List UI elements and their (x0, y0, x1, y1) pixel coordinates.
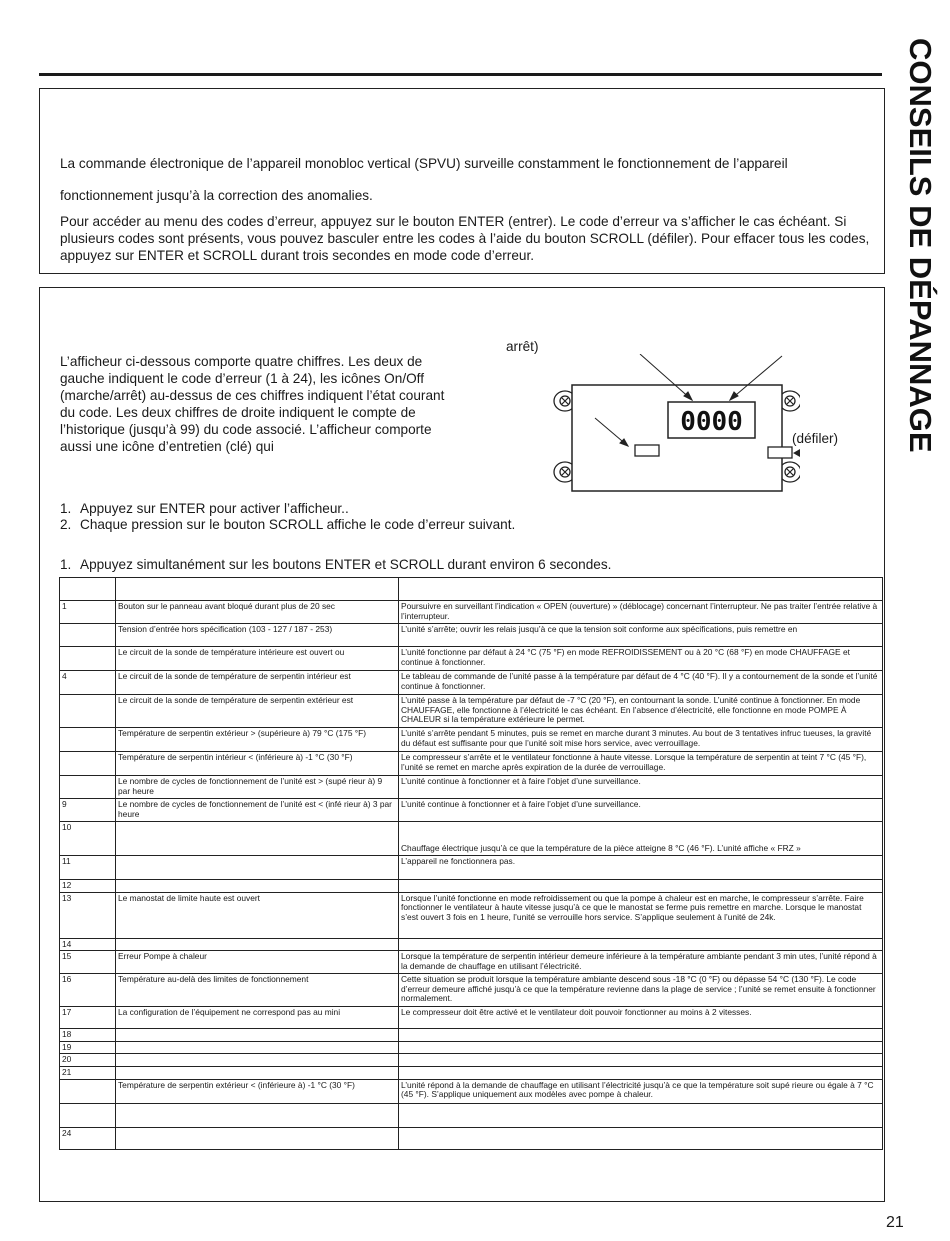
code-cell (60, 752, 116, 776)
step-number: 1. (60, 557, 72, 572)
table-row (60, 647, 883, 671)
table-row (60, 1041, 883, 1054)
description-cell: Température de serpentin intérieur < (inférieure à) -1 °C (30 °F) (116, 752, 399, 776)
action-cell (399, 1029, 883, 1042)
code-cell: 24 (60, 1127, 116, 1149)
action-cell: Le compresseur doit être activé et le ventilateur doit pouvoir fonctionner au moins à 2 vitesses. (399, 1007, 883, 1029)
action-cell: L’unité continue à fonctionner et à faire l’objet d’une surveillance. (399, 776, 883, 799)
intro-paragraph-3: Pour accéder au menu des codes d’erreur, appuyez sur le bouton ENTER (entrer). Le code d’erreur va s’afficher le cas échéant. Si plusieurs codes sont présents, vous pouvez basculer entre les codes à l’aide du bouton SCROLL (défiler). Pour effacer tous les codes, appuyez sur ENTER et SCROLL durant trois secondes en mode code d’erreur. (60, 214, 870, 263)
display-digits: 0000 (680, 407, 743, 437)
list-item (60, 501, 515, 517)
table-row (60, 1066, 883, 1079)
table-row (60, 752, 883, 776)
description-cell (116, 1066, 399, 1079)
code-cell (60, 695, 116, 728)
table-row (60, 1054, 883, 1067)
table-row (60, 1007, 883, 1029)
reset-step (60, 557, 611, 572)
code-cell: 14 (60, 938, 116, 951)
error-codes-table (59, 577, 883, 1150)
description-cell: Température de serpentin extérieur < (inférieure à) -1 °C (30 °F) (116, 1079, 399, 1103)
display-and-codes-box (39, 287, 885, 1202)
step-text: Chaque pression sur le bouton SCROLL affiche le code d’erreur suivant. (80, 517, 516, 532)
enter-button[interactable] (635, 445, 659, 456)
step-text: Appuyez sur ENTER pour activer l’afficheur.. (80, 501, 349, 516)
action-cell: Cette situation se produit lorsque la température ambiante descend sous -18 °C (0 °F) ou dépasse 54 °C (130 °F). Le code d’erreur demeure affiché jusqu’à ce que la température revienne dans la plage de service ; l’unité se remet ensuite à fonctionner normalement. (399, 974, 883, 1007)
step-number: 1. (60, 501, 72, 516)
code-cell (60, 1079, 116, 1103)
action-cell: Le tableau de commande de l’unité passe à la température par défaut de 4 °C (40 °F). Il y a contournement de la sonde et l’unité continue à fonctionner. (399, 671, 883, 695)
top-rule (39, 73, 882, 76)
action-cell: L’unité s’arrête pendant 5 minutes, puis se remet en marche durant 3 minutes. Au bout de 3 tentatives infruc tueuses, la gravité du défaut est suffisante pour que l’unité soit mise hors service, avec verrouillage. (399, 728, 883, 752)
step-number: 2. (60, 517, 72, 532)
description-cell: Le circuit de la sonde de température de serpentin intérieur est (116, 671, 399, 695)
table-row (60, 1029, 883, 1042)
description-cell (116, 1029, 399, 1042)
table-row (60, 1127, 883, 1149)
description-cell (116, 1127, 399, 1149)
header-cell-code (60, 578, 116, 601)
code-cell (60, 728, 116, 752)
action-cell (399, 1127, 883, 1149)
code-cell: 18 (60, 1029, 116, 1042)
action-cell (399, 1041, 883, 1054)
description-cell: Tension d’entrée hors spécification (103 - 127 / 187 - 253) (116, 624, 399, 647)
table-row (60, 624, 883, 647)
description-cell: Bouton sur le panneau avant bloqué durant plus de 20 sec (116, 601, 399, 624)
code-cell (60, 647, 116, 671)
action-cell: Lorsque l’unité fonctionne en mode refroidissement ou que la pompe à chaleur est en marche, le compresseur s’arrête. Faire fonctionner le ventilateur à haute vitesse jusqu’à ce que le manostat se ferme puis remettre en marche. Lorsque le manostat s’est ouvert 3 fois en 1 heure, l’unité se verrouille hors service. S’applique seulement à l’unité de 24k. (399, 892, 883, 938)
action-cell: Lorsque la température de serpentin intérieur demeure inférieure à la température ambiante pendant 3 min utes, l’unité répond à la demande de chauffage en utilisant l’électricité. (399, 951, 883, 974)
description-cell: Le circuit de la sonde de température de serpentin extérieur est (116, 695, 399, 728)
code-cell: 17 (60, 1007, 116, 1029)
error-codes-body (60, 601, 883, 1150)
action-cell (399, 938, 883, 951)
code-cell: 11 (60, 856, 116, 880)
table-row (60, 1079, 883, 1103)
action-cell: L’unité continue à fonctionner et à faire l’objet d’une surveillance. (399, 799, 883, 822)
table-row (60, 892, 883, 938)
description-cell: Le nombre de cycles de fonctionnement de l’unité est > (supé rieur à) 9 par heure (116, 776, 399, 799)
description-cell: Température de serpentin extérieur > (supérieure à) 79 °C (175 °F) (116, 728, 399, 752)
action-cell: L’unité répond à la demande de chauffage en utilisant l’électricité jusqu’à ce que la température soit supé rieure ou égale à 7 °C (45 °F). S’applique uniquement aux modèles avec pompe à chaleur. (399, 1079, 883, 1103)
list-item (60, 517, 515, 533)
intro-paragraph-2: fonctionnement jusqu’à la correction des anomalies. (60, 188, 373, 203)
table-row (60, 671, 883, 695)
description-cell: La configuration de l’équipement ne correspond pas au mini (116, 1007, 399, 1029)
header-cell-description (116, 578, 399, 601)
code-cell: 20 (60, 1054, 116, 1067)
table-row (60, 776, 883, 799)
action-cell: Le compresseur s’arrête et le ventilateur fonctionne à haute vitesse. Lorsque la température de serpentin at teint 7 °C (45 °F), l’unité se remet en marche après expiration de la durée de verrouillage. (399, 752, 883, 776)
code-cell: 13 (60, 892, 116, 938)
description-cell: Le manostat de limite haute est ouvert (116, 892, 399, 938)
code-cell: 1 (60, 601, 116, 624)
header-cell-action (399, 578, 883, 601)
label-defiler: (défiler) (792, 431, 839, 446)
display-description: L’afficheur ci-dessous comporte quatre chiffres. Les deux de gauche indiquent le code d’erreur (1 à 24), les icônes On/Off (marche/arrêt) au-dessus de ces chiffres indiquent l’état courant du code. Les deux chiffres de droite indiquent le compte de l’historique (jusqu’à 99) du code associé. L’afficheur comporte aussi une icône d’entretien (clé) qui (60, 354, 445, 454)
description-cell (116, 1041, 399, 1054)
description-cell: Le nombre de cycles de fonctionnement de l’unité est < (infé rieur à) 3 par heure (116, 799, 399, 822)
action-cell (399, 1054, 883, 1067)
step-text: Appuyez simultanément sur les boutons ENTER et SCROLL durant environ 6 secondes. (80, 557, 612, 572)
code-cell: 4 (60, 671, 116, 695)
activate-steps (60, 501, 515, 533)
table-row (60, 695, 883, 728)
action-cell (399, 880, 883, 893)
scroll-button[interactable] (768, 447, 792, 458)
description-cell (116, 822, 399, 856)
table-row (60, 856, 883, 880)
code-cell (60, 1103, 116, 1127)
code-cell: 10 (60, 822, 116, 856)
label-arret: arrêt) (506, 339, 539, 354)
action-cell: L’unité passe à la température par défaut de -7 °C (20 °F), en contournant la sonde. L’unité continue à fonctionner. En mode CHAUFFAGE, elle fonctionne à l’électricité le cas échéant. En l’absence d’électricité, elle fonctionne en mode POMPE À CHALEUR si la température extérieure le permet. (399, 695, 883, 728)
description-cell (116, 856, 399, 880)
code-cell: 12 (60, 880, 116, 893)
code-cell: 21 (60, 1066, 116, 1079)
table-row (60, 880, 883, 893)
table-row (60, 1103, 883, 1127)
description-cell (116, 1103, 399, 1127)
code-cell: 16 (60, 974, 116, 1007)
table-row (60, 728, 883, 752)
description-cell (116, 1054, 399, 1067)
side-title: CONSEILS DE DÉPANNAGE (903, 38, 938, 453)
page-number: 21 (886, 1214, 904, 1231)
code-cell: 9 (60, 799, 116, 822)
table-row (60, 938, 883, 951)
table-header-row (60, 578, 883, 601)
code-cell: 15 (60, 951, 116, 974)
action-cell (399, 1066, 883, 1079)
table-row (60, 822, 883, 856)
action-cell: L’unité fonctionne par défaut à 24 °C (75 °F) en mode REFROIDISSEMENT ou à 20 °C (68 °F) en mode CHAUFFAGE et continue à fonctionner. (399, 647, 883, 671)
table-row (60, 799, 883, 822)
code-cell (60, 624, 116, 647)
action-cell (399, 1103, 883, 1127)
action-cell: Poursuivre en surveillant l’indication « OPEN (ouverture) » (déblocage) concernant l’interrupteur. Ne pas traiter l’entrée relative à l’interrupteur. (399, 601, 883, 624)
code-cell (60, 776, 116, 799)
description-cell (116, 938, 399, 951)
action-cell: Chauffage électrique jusqu’à ce que la température de la pièce atteigne 8 °C (46 °F). L’unité affiche « FRZ » (399, 822, 883, 856)
description-cell: Erreur Pompe à chaleur (116, 951, 399, 974)
table-row (60, 951, 883, 974)
table-row (60, 601, 883, 624)
code-cell: 19 (60, 1041, 116, 1054)
action-cell: L’appareil ne fonctionnera pas. (399, 856, 883, 880)
error-codes-intro-box (39, 88, 885, 274)
control-panel-diagram (550, 354, 800, 499)
description-cell: Température au-delà des limites de fonctionnement (116, 974, 399, 1007)
table-row (60, 974, 883, 1007)
intro-paragraph-1: La commande électronique de l’appareil monobloc vertical (SPVU) surveille constamment le fonctionnement de l’appareil (60, 156, 788, 171)
action-cell: L’unité s’arrête; ouvrir les relais jusqu’à ce que la tension soit conforme aux spécifications, puis remettre en (399, 624, 883, 647)
description-cell: Le circuit de la sonde de température intérieure est ouvert ou (116, 647, 399, 671)
description-cell (116, 880, 399, 893)
